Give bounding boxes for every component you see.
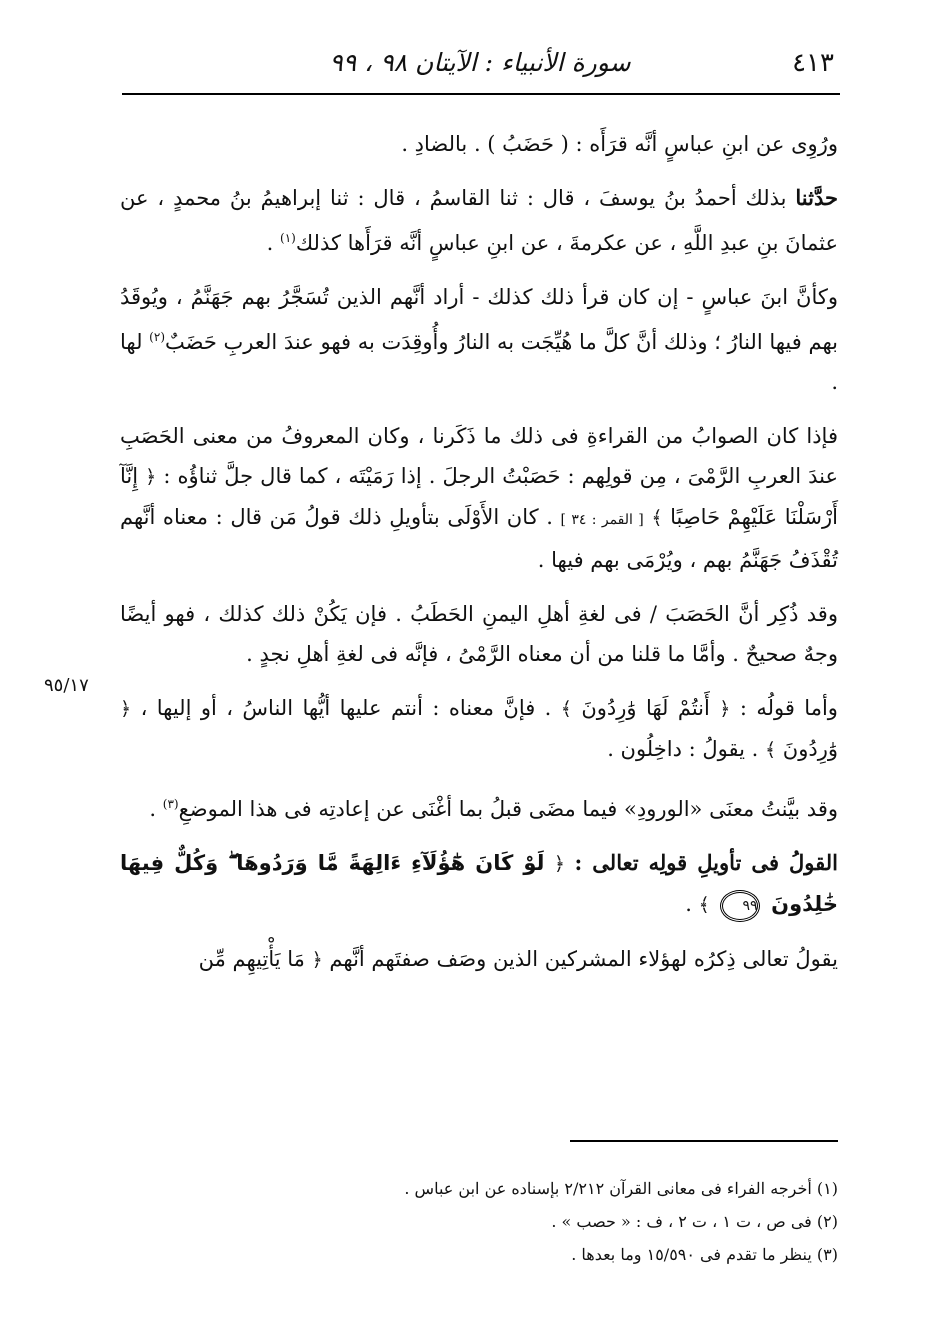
page-header [120, 40, 840, 90]
paragraph-9 [120, 939, 838, 980]
paragraph-1 [120, 124, 838, 164]
paragraph-4 [120, 416, 838, 580]
paragraph-9-text: يقولُ تعالى ذِكرُه لهؤلاء المشركين الذين وصَف صفتَهم أنَّهم [329, 947, 838, 971]
ornate-bracket-close: ﴾ [651, 507, 663, 529]
verse-citation: [ القمر : ٣٤ ] [560, 512, 644, 528]
paragraph-2 [120, 178, 838, 263]
footnotes [120, 1172, 838, 1271]
quran-verse: لَوْ كَانَ هَٰٓؤُلَآءِ ءَالِهَةً مَّا وَرَدُوهَا ۖ وَكُلٌّ فِيهَا خَٰلِدُونَ [120, 851, 838, 916]
paragraph-7-text: وقد بيَّنتُ معنَى «الورودِ» فيما مضَى قبلُ بما أغْنَى عن إعادتِه فى هذا الموضعِ [178, 797, 838, 821]
paragraph-6-text-c: . يقولُ : داخِلُون . [607, 737, 759, 761]
page-number: ٤١٣ [792, 48, 834, 78]
footnote-ref-1: (١) [280, 231, 296, 245]
paragraph-4-text-a: فإذا كان الصوابُ من القراءةِ فى ذلك ما ذَكَرنا ، وكان المعروفُ من معنى الحَصَبِ عندَ العربِ الرَّمْىَ ، مِن قولِهم : حَصَبْتُ الرجلَ . إذا رَمَيْتَه ، كما قال جلَّ ثناؤُه : [120, 424, 838, 488]
ornate-bracket-close: ﴾ [698, 894, 710, 916]
paragraph-5 [120, 594, 838, 674]
footnote-2: (٢) فى ص ، ت ١ ، ت ٢ ، ف : « حصب » . [551, 1212, 838, 1231]
ornate-bracket-close: ﴾ [560, 698, 572, 720]
paragraph-3 [120, 277, 838, 402]
ornate-bracket-open: ﴿ [719, 698, 731, 720]
paragraph-5-text: وقد ذُكِر أنَّ الحَصَبَ / فى لغةِ أهلِ اليمنِ الحَطَبُ . فإن يَكُنْ ذلك كذلك ، فهو أيضًا وجهٌ صحيحٌ . وأمَّا ما قلنا من أن معناه الرَّمْىُ ، فإنَّه فى لغةِ أهلِ نجدٍ . [120, 602, 838, 666]
footnote-3: (٣) ينظر ما تقدم فى ١٥/٥٩٠ وما بعدها . [571, 1245, 838, 1264]
quran-verse: وَٰرِدُونَ [782, 737, 838, 761]
hadith-lead: حدَّثنا [795, 185, 838, 210]
margin-reference: ٩٥/١٧ [44, 675, 89, 696]
paragraph-7 [120, 784, 838, 829]
footnote-rule [570, 1140, 838, 1142]
paragraph-6-text-a: وأما قولُه : [739, 696, 838, 720]
paragraph-1-text: ورُوِى عن ابنِ عباسٍ أنَّه قرَأَه : ( حَضَبُ ) . بالضادِ . [401, 132, 838, 156]
quran-verse: مَا يَأْتِيهِم مِّن [198, 947, 305, 971]
ornate-bracket-open: ﴿ [120, 698, 132, 720]
ornate-bracket-close: ﴾ [764, 739, 777, 761]
running-title: سورة الأنبياء : الآيتان ٩٨ ، ٩٩ [329, 48, 631, 77]
ornate-bracket-open: ﴿ [553, 853, 566, 875]
ornate-bracket-open: ﴿ [311, 949, 323, 971]
paragraph-8-end: . [685, 892, 692, 916]
paragraph-2-end: . [266, 231, 281, 255]
ornate-bracket-open: ﴿ [145, 466, 157, 488]
quran-verse: أَنتُمْ لَهَا وَٰرِدُونَ [581, 696, 710, 720]
paragraph-4-text-b: . كان الأَوْلَى بتأويلِ ذلك قولُ مَن قال : معناه أنَّهم تُقْذَفُ جَهَنَّمُ بهم ، ويُرْمَى بهم فيها . [120, 505, 838, 572]
main-text [120, 124, 838, 994]
paragraph-7-end: . [149, 797, 163, 821]
footnote-ref-2: (٢) [149, 330, 165, 344]
paragraph-3-text-b: لها . [120, 330, 838, 394]
paragraph-6-text-b: . فإنَّ معناه : أنتم عليها أيُّها الناسُ ، أو إليها ، [140, 696, 552, 720]
footnote-1: (١) أخرجه الفراء فى معانى القرآن ٢/٢١٢ بإسناده عن ابن عباس . [404, 1179, 838, 1198]
section-heading: القولُ فى تأويلِ قولِه تعالى : [574, 850, 839, 875]
paragraph-3-text-a: وكأنَّ ابنَ عباسٍ - إن كان قرأ ذلك كذلك - أراد أنَّهم الذين تُسَجَّرُ بهم جَهَنَّمُ ، ويُوقَدُ بهم فيها النارُ ؛ وذلك أنَّ كلَّ ما هُيِّجَت به النارُ وأُوقِدَت به فهو عندَ العربِ حَضَبٌ [120, 285, 838, 354]
quran-verse: إِنَّآ أَرْسَلْنَا عَلَيْهِمْ حَاصِبًا [120, 464, 838, 529]
paragraph-2-text: بذلك أحمدُ بنُ يوسفَ ، قال : ثنا القاسمُ ، قال : ثنا إبراهيمُ بنُ محمدٍ ، عن عثمانَ بنِ عبدِ اللَّهِ ، عن عكرمةَ ، عن ابنِ عباسٍ أنَّه قرَأَها كذلك [120, 186, 838, 255]
header-rule [122, 93, 840, 95]
paragraph-8 [120, 843, 838, 925]
paragraph-6 [120, 688, 838, 770]
footnote-ref-3: (٣) [162, 797, 179, 811]
ayah-number-icon: ٩٩ [720, 890, 760, 922]
